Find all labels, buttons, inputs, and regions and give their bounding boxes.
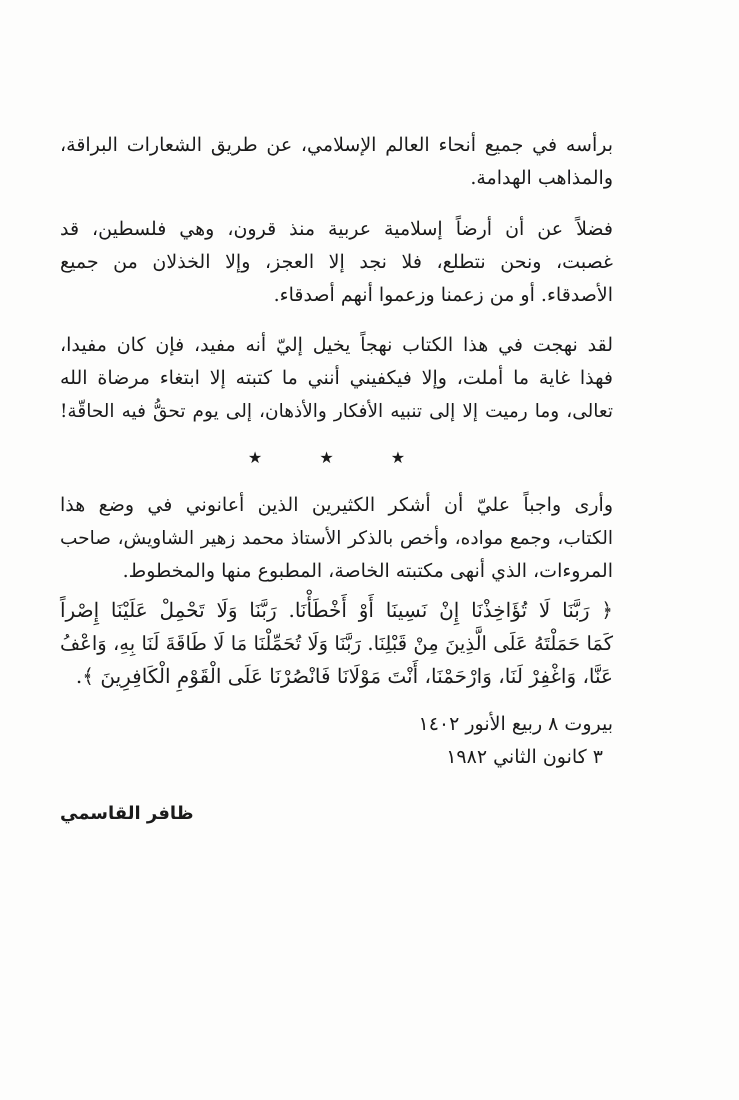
paragraph-line: الكتاب، وجمع مواده، وأخص بالذكر الأستاذ محمد زهير الشاويش، صاحب [60, 528, 613, 549]
paragraph-line: والمذاهب الهدامة. [470, 167, 613, 189]
paragraph-line: غصبت، ونحن نتطلع، فلا نجد إلا العجز، وإلا الخذلان من جميع [60, 251, 613, 273]
paragraph-2 [60, 213, 613, 312]
paragraph-line: برأسه في جميع أنحاء العالم الإسلامي، عن طريق الشعارات البراقة، [60, 134, 613, 156]
date-place-hijri: بيروت ٨ ربيع الأنور ١٤٠٢ [418, 713, 613, 735]
paragraph-line: فهذا غاية ما أملت، وإلا فيكفيني أنني ما كتبته إلا ابتغاء مرضاة الله [60, 367, 613, 389]
paragraph-line: تعالى، وما رميت إلا إلى تنبيه الأفكار والأذهان، إلى يوم تحقُّ فيه الحاقّة! [60, 401, 613, 422]
quran-line: عَنَّا، وَاغْفِرْ لَنَا، وَارْحَمْنَا، أَنْتَ مَوْلَانَا فَانْصُرْنَا عَلَى الْقَوْمِ الْكَافِرِينَ ﴾. [75, 664, 613, 688]
quran-line: ﴿ رَبَّنَا لَا تُؤَاخِذْنَا إِنْ نَسِينَا أَوْ أَخْطَأْنَا. رَبَّنَا وَلَا تَحْمِلْ عَلَيْنَا إِصْراً [60, 598, 613, 622]
paragraph-line: الأصدقاء. أو من زعمنا وزعموا أنهم أصدقاء. [273, 284, 613, 306]
section-separator: ★ ★ ★ [247, 448, 432, 467]
quran-verse [60, 594, 613, 693]
paragraph-4 [60, 489, 613, 588]
date-gregorian: ٣ كانون الثاني ١٩٨٢ [446, 746, 603, 768]
date-block [60, 708, 613, 774]
paragraph-1 [60, 129, 613, 195]
quran-line: كَمَا حَمَلْتَهُ عَلَى الَّذِينَ مِنْ قَبْلِنَا. رَبَّنَا وَلَا تُحَمِّلْنَا مَا لَا طَاقَةَ لَنَا بِهِ، وَاعْفُ [60, 632, 613, 655]
paragraph-3 [60, 329, 613, 428]
paragraph-line: المروءات، الذي أنهى مكتبته الخاصة، المطبوع منها والمخطوط. [122, 560, 613, 582]
paragraph-line: فضلاً عن أن أرضاً إسلامية عربية منذ قرون، وهي فلسطين، قد [60, 218, 613, 240]
paragraph-line: لقد نهجت في هذا الكتاب نهجاً يخيل إليّ أنه مفيد، فإن كان مفيدا، [60, 334, 613, 356]
author-signature: ظافر القاسمي [60, 803, 194, 824]
paragraph-line: وأرى واجباً عليّ أن أشكر الكثيرين الذين أعانوني في وضع هذا [60, 494, 613, 516]
